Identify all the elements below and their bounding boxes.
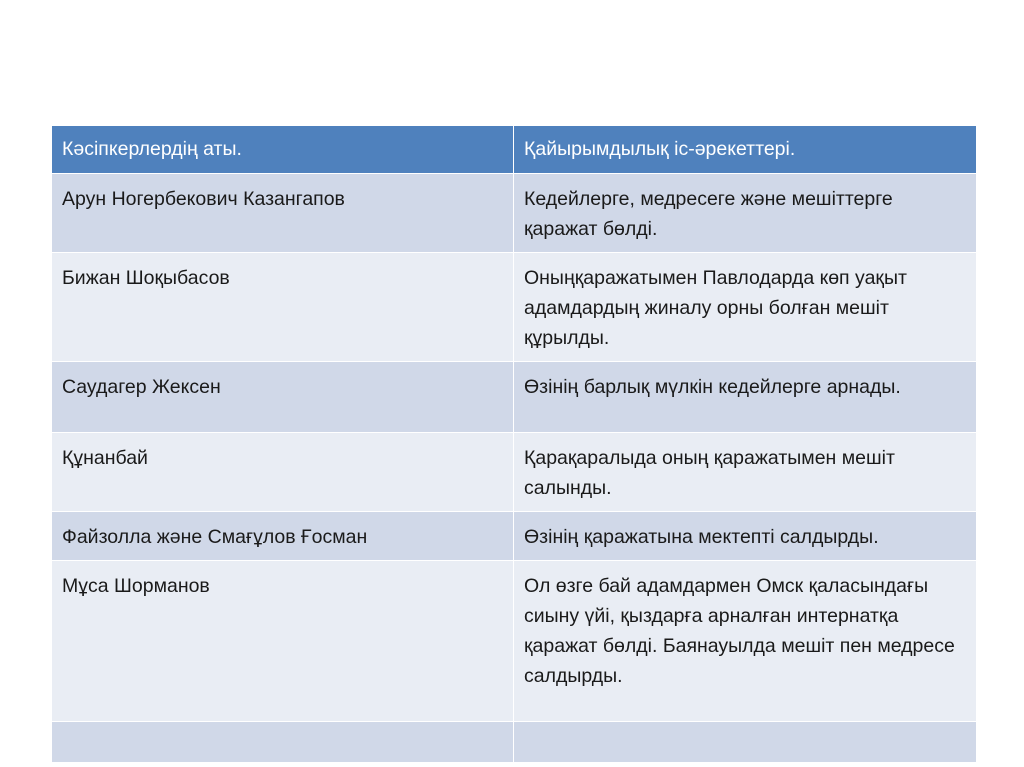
table-row (52, 433, 977, 512)
cell-name: Арун Ногербекович Казангапов (52, 174, 514, 253)
header-charity-actions: Қайырымдылық іс-әрекеттері. (514, 126, 977, 174)
cell-action (514, 722, 977, 763)
header-entrepreneur-name: Кәсіпкерлердің аты. (52, 126, 514, 174)
cell-name: Саудагер Жексен (52, 362, 514, 433)
table-row (52, 512, 977, 561)
cell-action: Оныңқаражатымен Павлодарда көп уақыт адамдардың жиналу орны болған мешіт құрылды. (514, 253, 977, 362)
cell-action: Өзінің барлық мүлкін кедейлерге арнады. (514, 362, 977, 433)
philanthropy-table-container (51, 125, 976, 763)
philanthropy-table (51, 125, 977, 763)
table-row-empty (52, 722, 977, 763)
cell-name: Құнанбай (52, 433, 514, 512)
table-header-row (52, 126, 977, 174)
cell-name (52, 722, 514, 763)
cell-action: Ол өзге бай адамдармен Омск қаласындағы сиыну үйі, қыздарға арналған интернатқа қаражат бөлді. Баянауылда мешіт пен медресе салдырды. (514, 561, 977, 722)
cell-action: Кедейлерге, медресеге және мешіттерге қаражат бөлді. (514, 174, 977, 253)
table-row (52, 362, 977, 433)
table-row (52, 174, 977, 253)
cell-action: Қарақаралыда оның қаражатымен мешіт салынды. (514, 433, 977, 512)
cell-action: Өзінің қаражатына мектепті салдырды. (514, 512, 977, 561)
cell-name: Бижан Шоқыбасов (52, 253, 514, 362)
table-row (52, 253, 977, 362)
table-row (52, 561, 977, 722)
cell-name: Файзолла және Смағұлов Ғосман (52, 512, 514, 561)
cell-name: Мұса Шорманов (52, 561, 514, 722)
